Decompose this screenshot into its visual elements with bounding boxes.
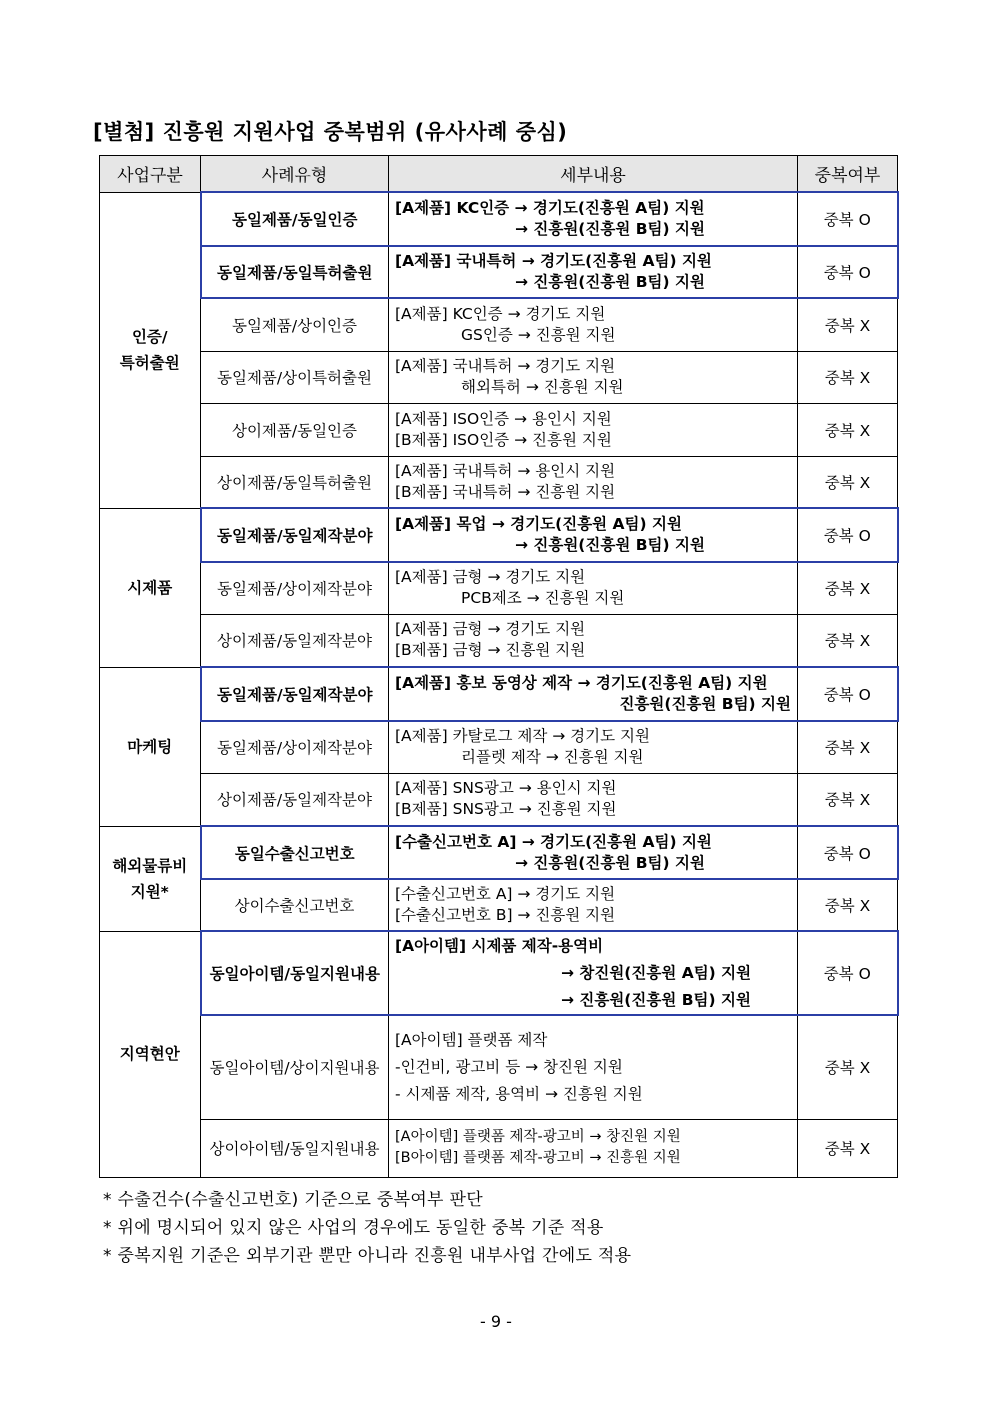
detail-cell [389,773,798,826]
case-type-cell: 상이제품/동일제작분야 [201,614,389,667]
duplication-result-cell: 중복 X [798,298,898,351]
detail-cell [389,562,798,614]
case-type-cell: 동일수출신고번호 [201,826,389,879]
detail-line: 진흥원(진흥원 B팀) 지원 [619,695,791,713]
duplication-result-cell: 중복 X [798,1119,898,1177]
case-type-cell: 상이제품/동일제작분야 [201,773,389,826]
detail-cell [389,192,798,246]
duplication-result-cell: 중복 X [798,721,898,773]
header-category: 사업구분 [100,156,201,193]
footnote: * 위에 명시되어 있지 않은 사업의 경우에도 동일한 중복 기준 적용 [103,1218,604,1238]
detail-line: [수출신고번호 B] → 진흥원 지원 [395,906,616,924]
detail-line: → 진흥원(진흥원 B팀) 지원 [561,990,751,1009]
detail-cell [389,246,798,298]
detail-cell [389,931,798,1015]
table-row [100,456,898,508]
detail-line: [B제품] ISO인증 → 진흥원 지원 [395,430,612,449]
detail-cell [389,826,798,879]
category-cell: 인증/ 특허출원 [100,192,201,508]
duplication-result-cell: 중복 O [798,826,898,879]
table-row [100,1119,898,1177]
detail-cell [389,403,798,456]
detail-line: -인건비, 광고비 등 → 창진원 지원 [395,1057,623,1076]
detail-cell [389,351,798,403]
case-type-cell: 동일아이템/동일지원내용 [201,931,389,1015]
case-type-cell: 동일제품/상이제작분야 [201,721,389,773]
table-row [100,192,898,246]
category-cell: 지역현안 [100,931,201,1177]
duplication-result-cell: 중복 X [798,879,898,931]
header-case-type: 사례유형 [201,156,389,193]
duplication-result-cell: 중복 X [798,403,898,456]
table-row [100,614,898,667]
detail-line: [A아이템] 플랫폼 제작 [395,1030,548,1049]
detail-line: [A제품] 목업 → 경기도(진흥원 A팀) 지원 [395,515,682,533]
detail-line: [B제품] 금형 → 진흥원 지원 [395,641,586,660]
table-header-row [100,156,898,193]
detail-line: [수출신고번호 A] → 경기도(진흥원 A팀) 지원 [395,832,712,851]
case-type-cell: 동일제품/동일제작분야 [201,667,389,721]
detail-line: [A제품] KC인증 → 경기도(진흥원 A팀) 지원 [395,199,705,217]
table-row [100,1015,898,1119]
detail-cell [389,1119,798,1177]
detail-line: [B제품] 국내특허 → 진흥원 지원 [395,482,616,501]
detail-line: → 진흥원(진흥원 B팀) 지원 [515,273,705,291]
table-row [100,562,898,614]
detail-line: GS인증 → 진흥원 지원 [461,325,616,344]
detail-line: [A제품] 국내특허 → 경기도 지원 [395,357,616,375]
detail-cell [389,456,798,508]
case-type-cell: 상이제품/동일인증 [201,403,389,456]
detail-cell [389,1015,798,1119]
header-duplication: 중복여부 [798,156,898,193]
detail-line: [A아이템] 시제품 제작-용역비 [395,936,604,955]
case-type-cell: 동일제품/상이특허출원 [201,351,389,403]
detail-line: [수출신고번호 A] → 경기도 지원 [395,885,616,903]
detail-line: → 진흥원(진흥원 B팀) 지원 [515,853,705,872]
table-row [100,403,898,456]
category-cell: 해외물류비 지원* [100,826,201,931]
case-type-cell: 동일제품/동일제작분야 [201,508,389,562]
table-row [100,246,898,298]
table-row [100,826,898,879]
duplication-scope-table [99,155,899,1178]
duplication-result-cell: 중복 O [798,246,898,298]
detail-line: 리플렛 제작 → 진흥원 지원 [461,748,644,767]
table-row [100,667,898,721]
category-cell: 마케팅 [100,667,201,826]
page-number: - 9 - [480,1312,512,1331]
detail-cell [389,298,798,351]
case-type-cell: 동일제품/상이제작분야 [201,562,389,614]
duplication-result-cell: 중복 O [798,508,898,562]
detail-line: → 진흥원(진흥원 B팀) 지원 [515,220,705,238]
table-row [100,721,898,773]
duplication-result-cell: 중복 O [798,667,898,721]
table-row [100,298,898,351]
detail-cell [389,667,798,721]
case-type-cell: 상이수출신고번호 [201,879,389,931]
detail-cell [389,614,798,667]
case-type-cell: 동일제품/동일특허출원 [201,246,389,298]
detail-line: [A제품] 국내특허 → 경기도(진흥원 A팀) 지원 [395,252,712,270]
table-row [100,931,898,1015]
duplication-result-cell: 중복 X [798,1015,898,1119]
detail-cell [389,721,798,773]
duplication-result-cell: 중복 O [798,931,898,1015]
duplication-result-cell: 중복 X [798,456,898,508]
table-row [100,351,898,403]
duplication-result-cell: 중복 X [798,773,898,826]
detail-line: [B제품] SNS광고 → 진흥원 지원 [395,800,617,819]
footnote: * 중복지원 기준은 외부기관 뿐만 아니라 진흥원 내부사업 간에도 적용 [103,1246,632,1266]
header-details: 세부내용 [389,156,798,193]
duplication-result-cell: 중복 X [798,351,898,403]
category-cell: 시제품 [100,508,201,667]
detail-cell [389,508,798,562]
table-row [100,508,898,562]
detail-line: [A제품] 금형 → 경기도 지원 [395,568,586,587]
detail-line: [B아이템] 플랫폼 제작-광고비 → 진흥원 지원 [395,1150,681,1166]
duplication-result-cell: 중복 O [798,192,898,246]
detail-line: [A제품] 카탈로그 제작 → 경기도 지원 [395,727,650,746]
detail-cell [389,879,798,931]
detail-line: PCB제조 → 진흥원 지원 [461,589,625,608]
case-type-cell: 상이아이템/동일지원내용 [201,1119,389,1177]
detail-line: → 진흥원(진흥원 B팀) 지원 [515,536,705,554]
case-type-cell: 상이제품/동일특허출원 [201,456,389,508]
table-row [100,879,898,931]
case-type-cell: 동일아이템/상이지원내용 [201,1015,389,1119]
detail-line: [A제품] 국내특허 → 용인시 지원 [395,461,616,480]
case-type-cell: 동일제품/상이인증 [201,298,389,351]
footnote: * 수출건수(수출신고번호) 기준으로 중복여부 판단 [103,1190,483,1210]
detail-line: [A아이템] 플랫폼 제작-광고비 → 창진원 지원 [395,1129,681,1145]
case-type-cell: 동일제품/동일인증 [201,192,389,246]
detail-line: → 창진원(진흥원 A팀) 지원 [561,963,752,982]
detail-line: [A제품] KC인증 → 경기도 지원 [395,304,606,323]
detail-line: [A제품] ISO인증 → 용인시 지원 [395,409,612,428]
detail-line: [A제품] SNS광고 → 용인시 지원 [395,779,617,798]
duplication-result-cell: 중복 X [798,562,898,614]
detail-line: [A제품] 홍보 동영상 제작 → 경기도(진흥원 A팀) 지원 [395,674,768,692]
footnotes [103,1186,631,1270]
table-body [100,192,898,1177]
duplication-result-cell: 중복 X [798,614,898,667]
table-row [100,773,898,826]
detail-line: - 시제품 제작, 용역비 → 진흥원 지원 [395,1084,643,1103]
document-title: [별첨] 진흥원 지원사업 중복범위 (유사사례 중심) [93,120,568,144]
detail-line: [A제품] 금형 → 경기도 지원 [395,620,586,639]
detail-line: 해외특허 → 진흥원 지원 [461,378,624,396]
